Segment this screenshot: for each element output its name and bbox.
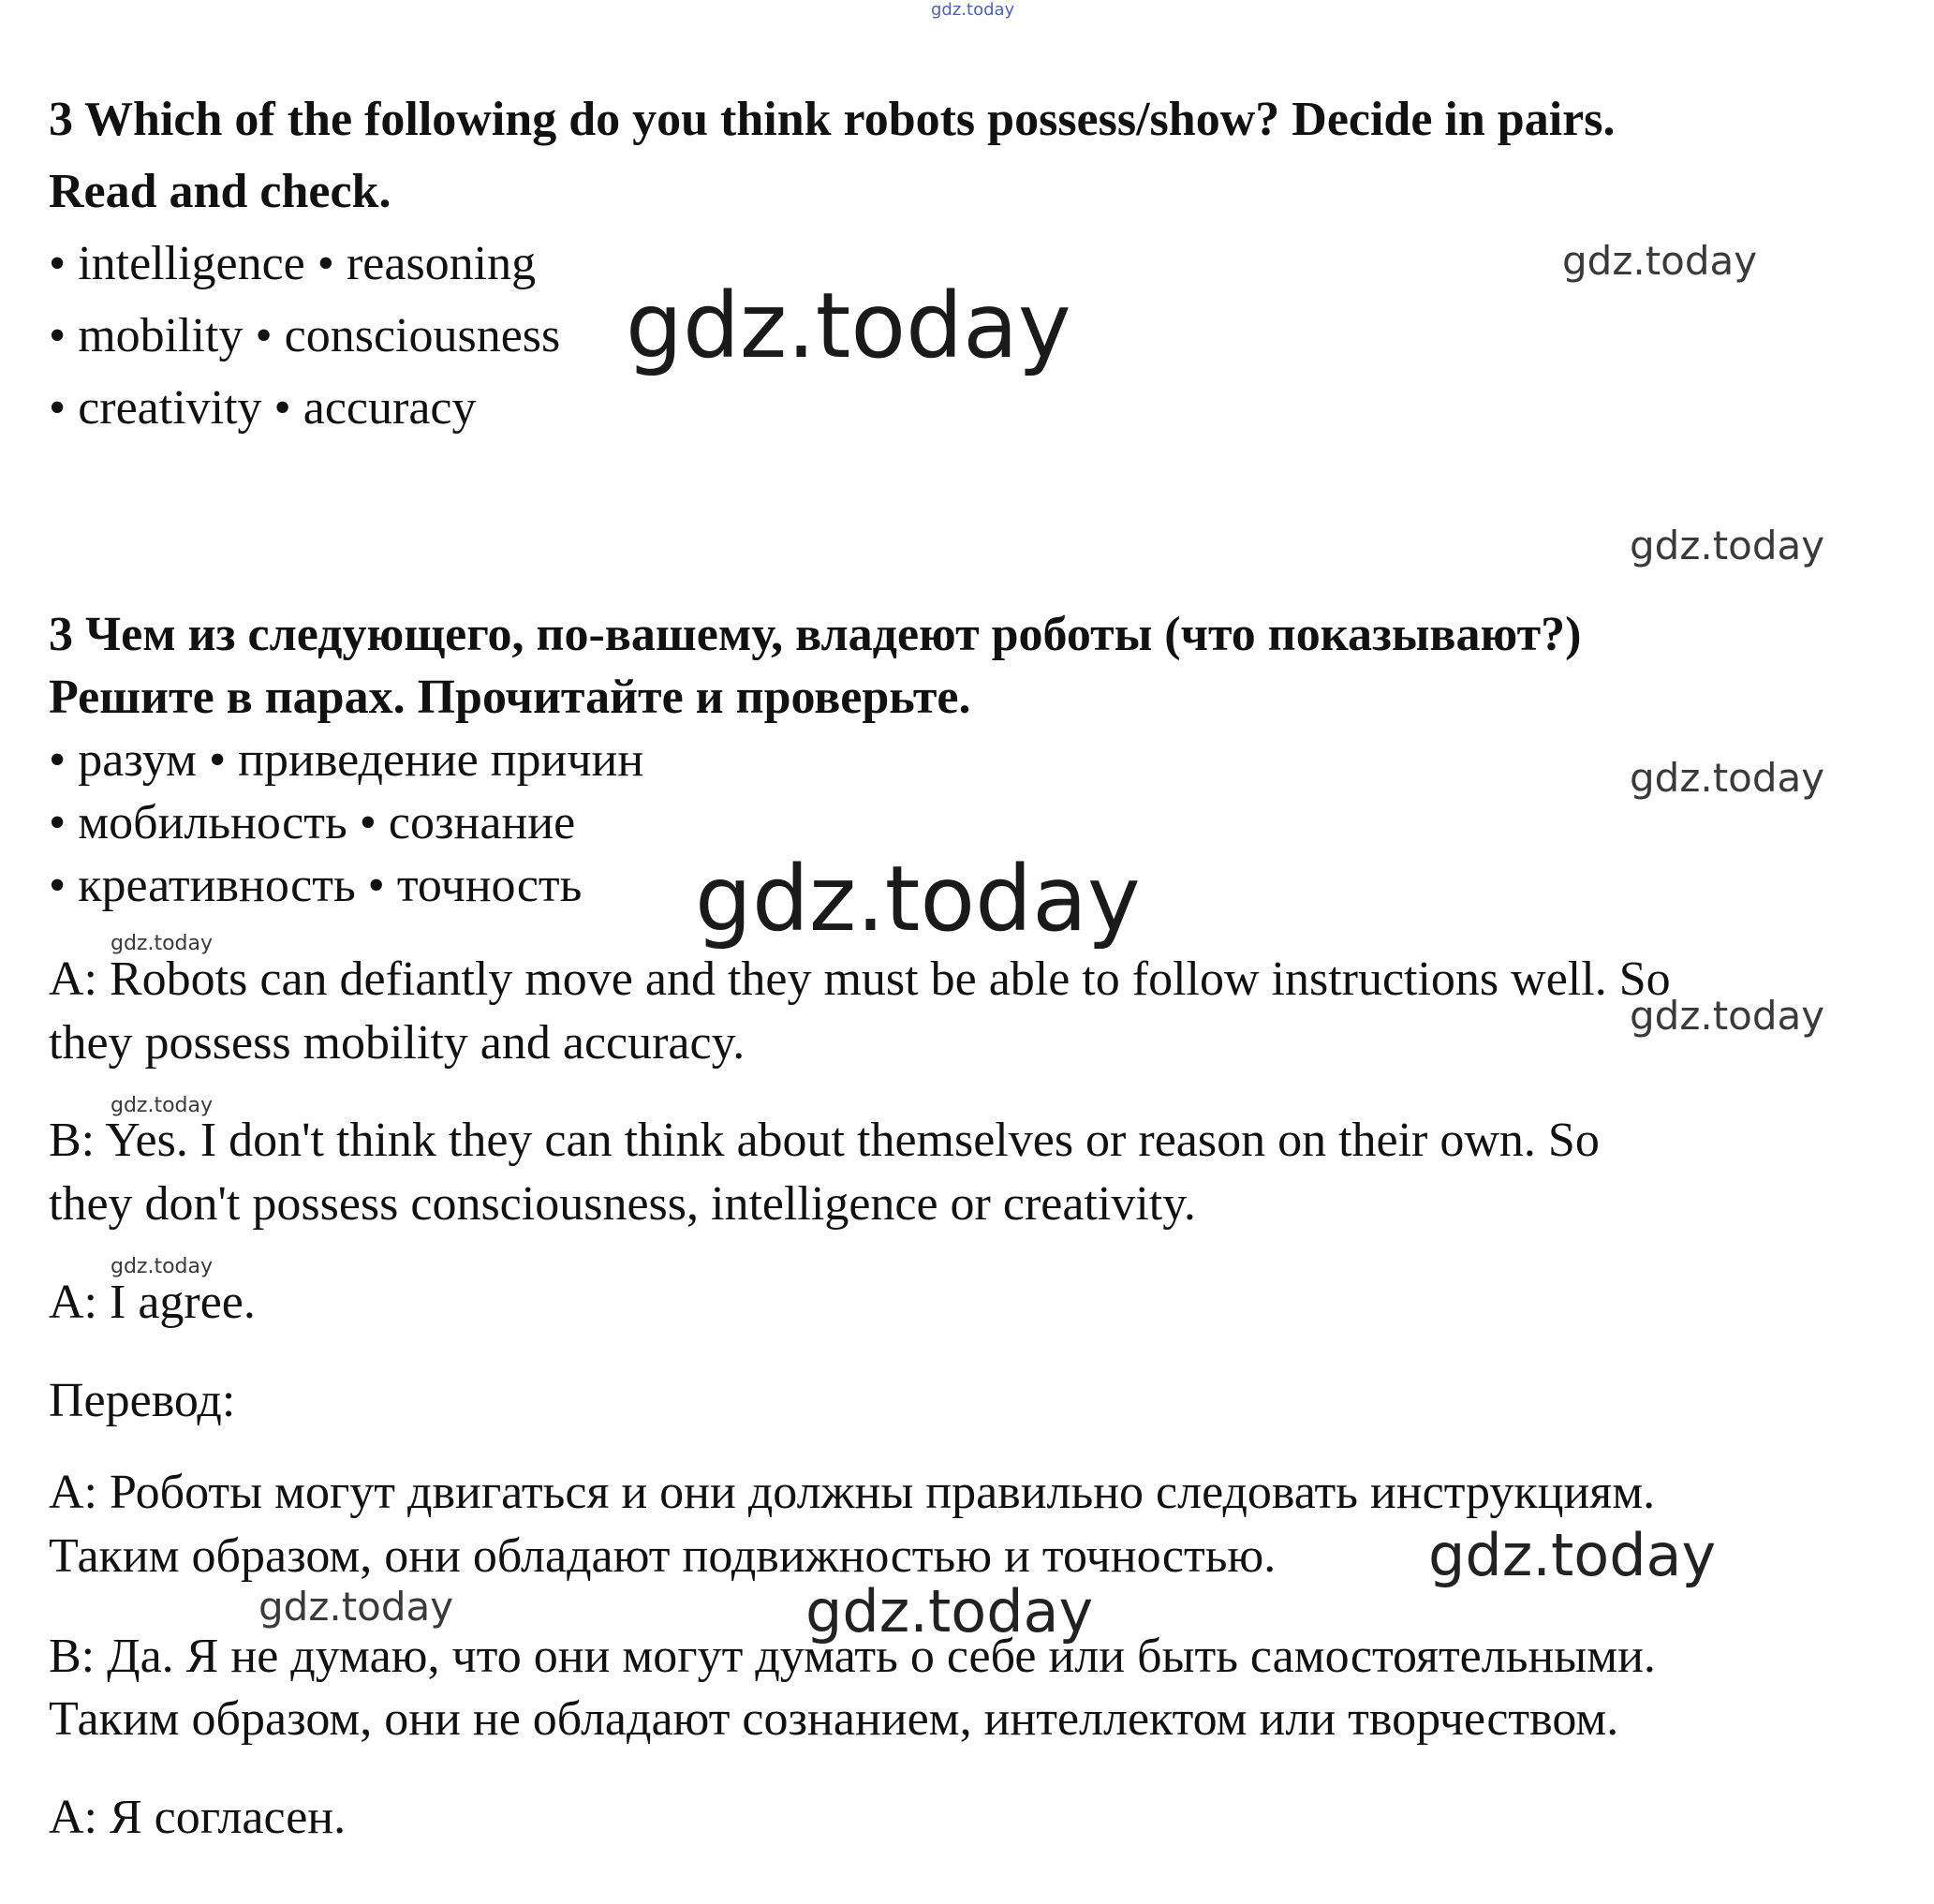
task-ru-heading-line2: Решите в парах. Прочитайте и проверьте. <box>49 671 971 724</box>
dialogue-ru-a2-line1: A: Я согласен. <box>49 1791 347 1844</box>
dialogue-en-b-line2: they don't possess consciousness, intelligence or creativity. <box>49 1177 1196 1231</box>
task-en-heading-line1: 3 Which of the following do you think robots possess/show? Decide in pairs. <box>49 93 1616 146</box>
task-ru-bullet-2: • мобильность • сознание <box>49 796 576 849</box>
watermark: gdz.today <box>805 1577 1094 1646</box>
task-ru-bullet-3: • креативность • точность <box>49 859 583 912</box>
task-en-bullet-1: • intelligence • reasoning <box>49 237 537 290</box>
dialogue-ru-a1-line2: Таким образом, они обладают подвижностью и точностью. <box>49 1529 1277 1583</box>
task-en-heading-line2: Read and check. <box>49 165 391 218</box>
watermark: gdz.today <box>1630 523 1825 568</box>
task-en-bullet-3: • creativity • accuracy <box>49 381 477 435</box>
watermark: gdz.today <box>1428 1521 1717 1589</box>
watermark: gdz.today <box>1630 755 1825 801</box>
dialogue-ru-b-line1: B: Да. Я не думаю, что они могут думать о себе или быть самостоятельными. <box>49 1630 1656 1683</box>
watermark: gdz.today <box>1630 993 1825 1039</box>
dialogue-en-b-line1: B: Yes. I don't think they can think about themselves or reason on their own. So <box>49 1114 1600 1167</box>
dialogue-en-a1-line1: A: Robots can defiantly move and they must be able to follow instructions well. So <box>49 952 1671 1006</box>
task-ru-heading-line1: 3 Чем из следующего, по-вашему, владеют роботы (что показывают?) <box>49 608 1582 661</box>
watermark-top: gdz.today <box>931 0 1015 20</box>
dialogue-en-a1-line2: they possess mobility and accuracy. <box>49 1016 746 1070</box>
task-en-bullet-2: • mobility • consciousness <box>49 309 561 362</box>
watermark: gdz.today <box>695 847 1141 952</box>
watermark: gdz.today <box>111 1255 214 1278</box>
translation-label: Перевод: <box>49 1374 236 1427</box>
task-ru-bullet-1: • разум • приведение причин <box>49 733 644 787</box>
watermark: gdz.today <box>626 273 1071 378</box>
watermark: gdz.today <box>111 932 214 955</box>
dialogue-ru-b-line2: Таким образом, они не обладают сознанием, интеллектом или творчеством. <box>49 1692 1619 1746</box>
watermark: gdz.today <box>1562 238 1758 284</box>
watermark: gdz.today <box>258 1584 454 1630</box>
watermark: gdz.today <box>111 1094 214 1117</box>
dialogue-en-a2-line1: A: I agree. <box>49 1276 256 1329</box>
dialogue-ru-a1-line1: A: Роботы могут двигаться и они должны правильно следовать инструкциям. <box>49 1466 1656 1519</box>
